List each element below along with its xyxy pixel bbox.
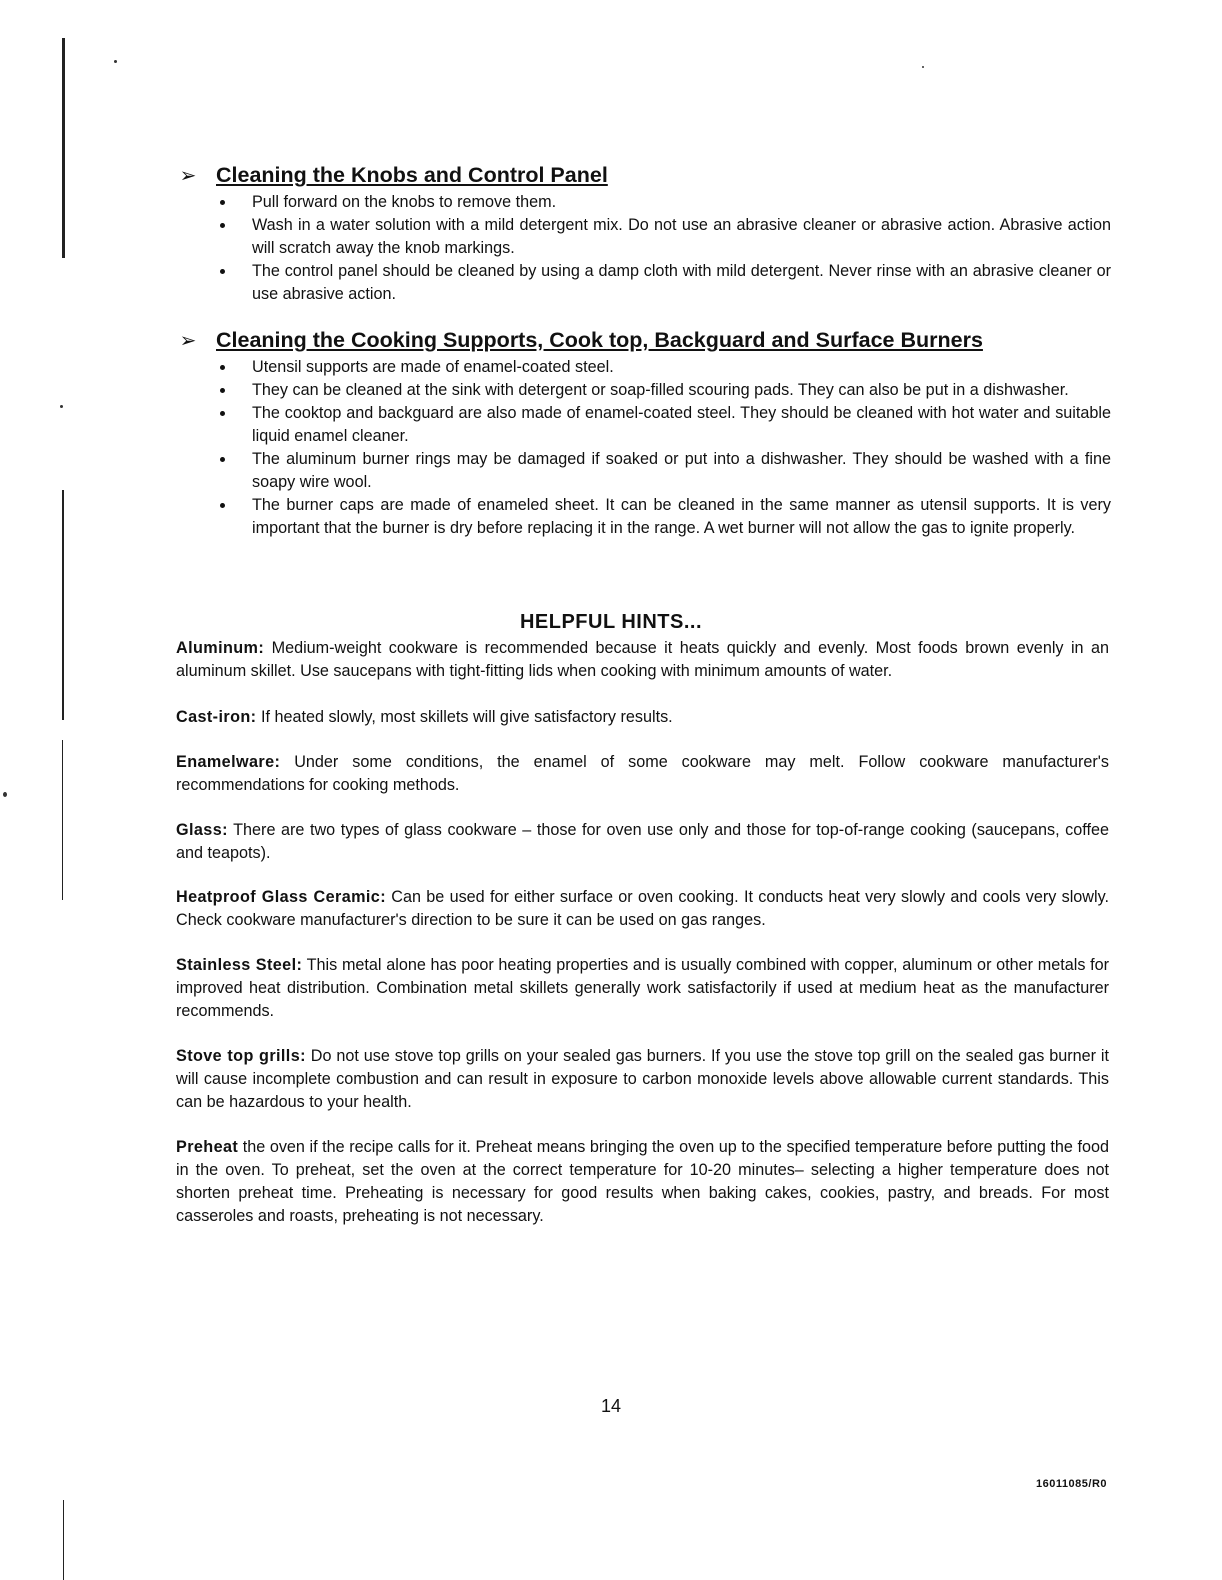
hint-term: Preheat (176, 1138, 239, 1156)
bullet-icon (220, 269, 225, 274)
list-item-text: The burner caps are made of enameled sheet. It can be cleaned in the same manner as utensil supports. It is very important that the burner is dry before replacing it in the range. A wet burner will not allow the gas to ignite properly. (252, 496, 1111, 537)
bullet-icon (220, 365, 225, 370)
list-item-text: The cooktop and backguard are also made of enamel-coated steel. They should be cleaned with hot water and suitable liquid enamel cleaner. (252, 404, 1111, 445)
hint-stove-top-grills (176, 1045, 1109, 1114)
list-item-text: The aluminum burner rings may be damaged if soaked or put into a dishwasher. They should be washed with a fine soapy wire wool. (252, 450, 1111, 491)
hint-term: Heatproof Glass Ceramic: (176, 888, 386, 906)
bullet-icon (220, 223, 225, 228)
list-item-text: They can be cleaned at the sink with detergent or soap-filled scouring pads. They can also be put in a dishwasher. (252, 381, 1069, 399)
list-item-text: Utensil supports are made of enamel-coated steel. (252, 358, 614, 376)
hint-text: Can be used for either surface or oven cooking. It conducts heat very slowly and cools very slowly. Check cookware manufacturer's direction to be sure it can be used on gas ranges. (176, 888, 1109, 929)
section-cooking-supports (176, 327, 1111, 540)
document-code: 16011085/R0 (1036, 1478, 1107, 1490)
hint-glass (176, 819, 1109, 865)
section-heading-text: Cleaning the Cooking Supports, Cook top, Backguard and Surface Burners (216, 328, 983, 352)
check-arrow-icon: ➢ (179, 165, 197, 187)
bullet-icon (220, 200, 225, 205)
scan-speck (114, 60, 117, 63)
hint-term: Aluminum: (176, 639, 265, 657)
hint-term: Enamelware: (176, 753, 281, 771)
hint-text: the oven if the recipe calls for it. Preheat means bringing the oven up to the specified temperature before putting the food in the oven. To preheat, set the oven at the correct temperature for 10-20 minutes– selecting a higher temperature does not shorten preheat time. Preheating is necessary for good results when baking cakes, cookies, pastry, and breads. For most casseroles and roasts, preheating is not necessary. (176, 1138, 1109, 1225)
hint-enamelware (176, 751, 1109, 797)
list-item (220, 191, 1111, 214)
scan-speck (60, 405, 63, 408)
scan-margin-line (62, 740, 63, 900)
list-item-text: Wash in a water solution with a mild detergent mix. Do not use an abrasive cleaner or abrasive action. Abrasive action will scratch away the knob markings. (252, 216, 1111, 257)
check-arrow-icon: ➢ (179, 330, 197, 352)
hint-term: Stove top grills: (176, 1047, 306, 1065)
helpful-hints-title: HELPFUL HINTS... (519, 611, 703, 633)
hint-text: There are two types of glass cookware – those for oven use only and those for top-of-range cooking (saucepans, coffee and teapots). (176, 821, 1109, 862)
list-item (220, 214, 1111, 260)
hint-cast-iron (176, 706, 1109, 729)
scan-margin-line (62, 490, 64, 720)
scan-speck (922, 66, 924, 68)
list-item (220, 448, 1111, 494)
hint-term: Stainless Steel: (176, 956, 303, 974)
hint-preheat (176, 1136, 1109, 1228)
list-item (220, 356, 1111, 379)
bullet-icon (220, 388, 225, 393)
hint-text: This metal alone has poor heating properties and is usually combined with copper, aluminum or other metals for improved heat distribution. Combination metal skillets generally work satisfactorily if used at medium heat as the manufacturer recommends. (176, 956, 1109, 1020)
hint-text: Do not use stove top grills on your sealed gas burners. If you use the stove top grill on the sealed gas burner it will cause incomplete combustion and can result in exposure to carbon monoxide levels above allowable current standards. This can be hazardous to your health. (176, 1047, 1109, 1111)
list-item (220, 494, 1111, 540)
hint-text: Under some conditions, the enamel of some cookware may melt. Follow cookware manufacturer's recommendations for cooking methods. (176, 753, 1109, 794)
section-heading (176, 162, 1111, 189)
list-item (220, 260, 1111, 306)
hint-aluminum (176, 637, 1109, 683)
bullet-icon (220, 457, 225, 462)
hint-stainless-steel (176, 954, 1109, 1023)
page-number: 14 (600, 1396, 622, 1416)
hint-text: Medium-weight cookware is recommended because it heats quickly and evenly. Most foods brown evenly in an aluminum skillet. Use saucepans with tight-fitting lids when cooking with minimum amounts of water. (176, 639, 1109, 680)
hint-text: If heated slowly, most skillets will give satisfactory results. (256, 708, 673, 726)
section-heading-text: Cleaning the Knobs and Control Panel (216, 163, 608, 187)
list-item (220, 379, 1111, 402)
hint-term: Glass: (176, 821, 228, 839)
hint-heatproof-glass-ceramic (176, 886, 1109, 932)
scan-margin-line (63, 1500, 64, 1580)
bullet-list (176, 191, 1111, 306)
bullet-icon (220, 411, 225, 416)
section-knobs-control-panel (176, 162, 1111, 306)
list-item-text: The control panel should be cleaned by using a damp cloth with mild detergent. Never rinse with an abrasive cleaner or use abrasive action. (252, 262, 1111, 303)
hint-term: Cast-iron: (176, 708, 257, 726)
helpful-hints-list (176, 637, 1109, 1228)
section-heading (176, 327, 1111, 354)
scan-speck (3, 792, 7, 797)
list-item (220, 402, 1111, 448)
scan-margin-line (62, 38, 65, 258)
bullet-icon (220, 503, 225, 508)
list-item-text: Pull forward on the knobs to remove them. (252, 193, 557, 211)
bullet-list (176, 356, 1111, 540)
